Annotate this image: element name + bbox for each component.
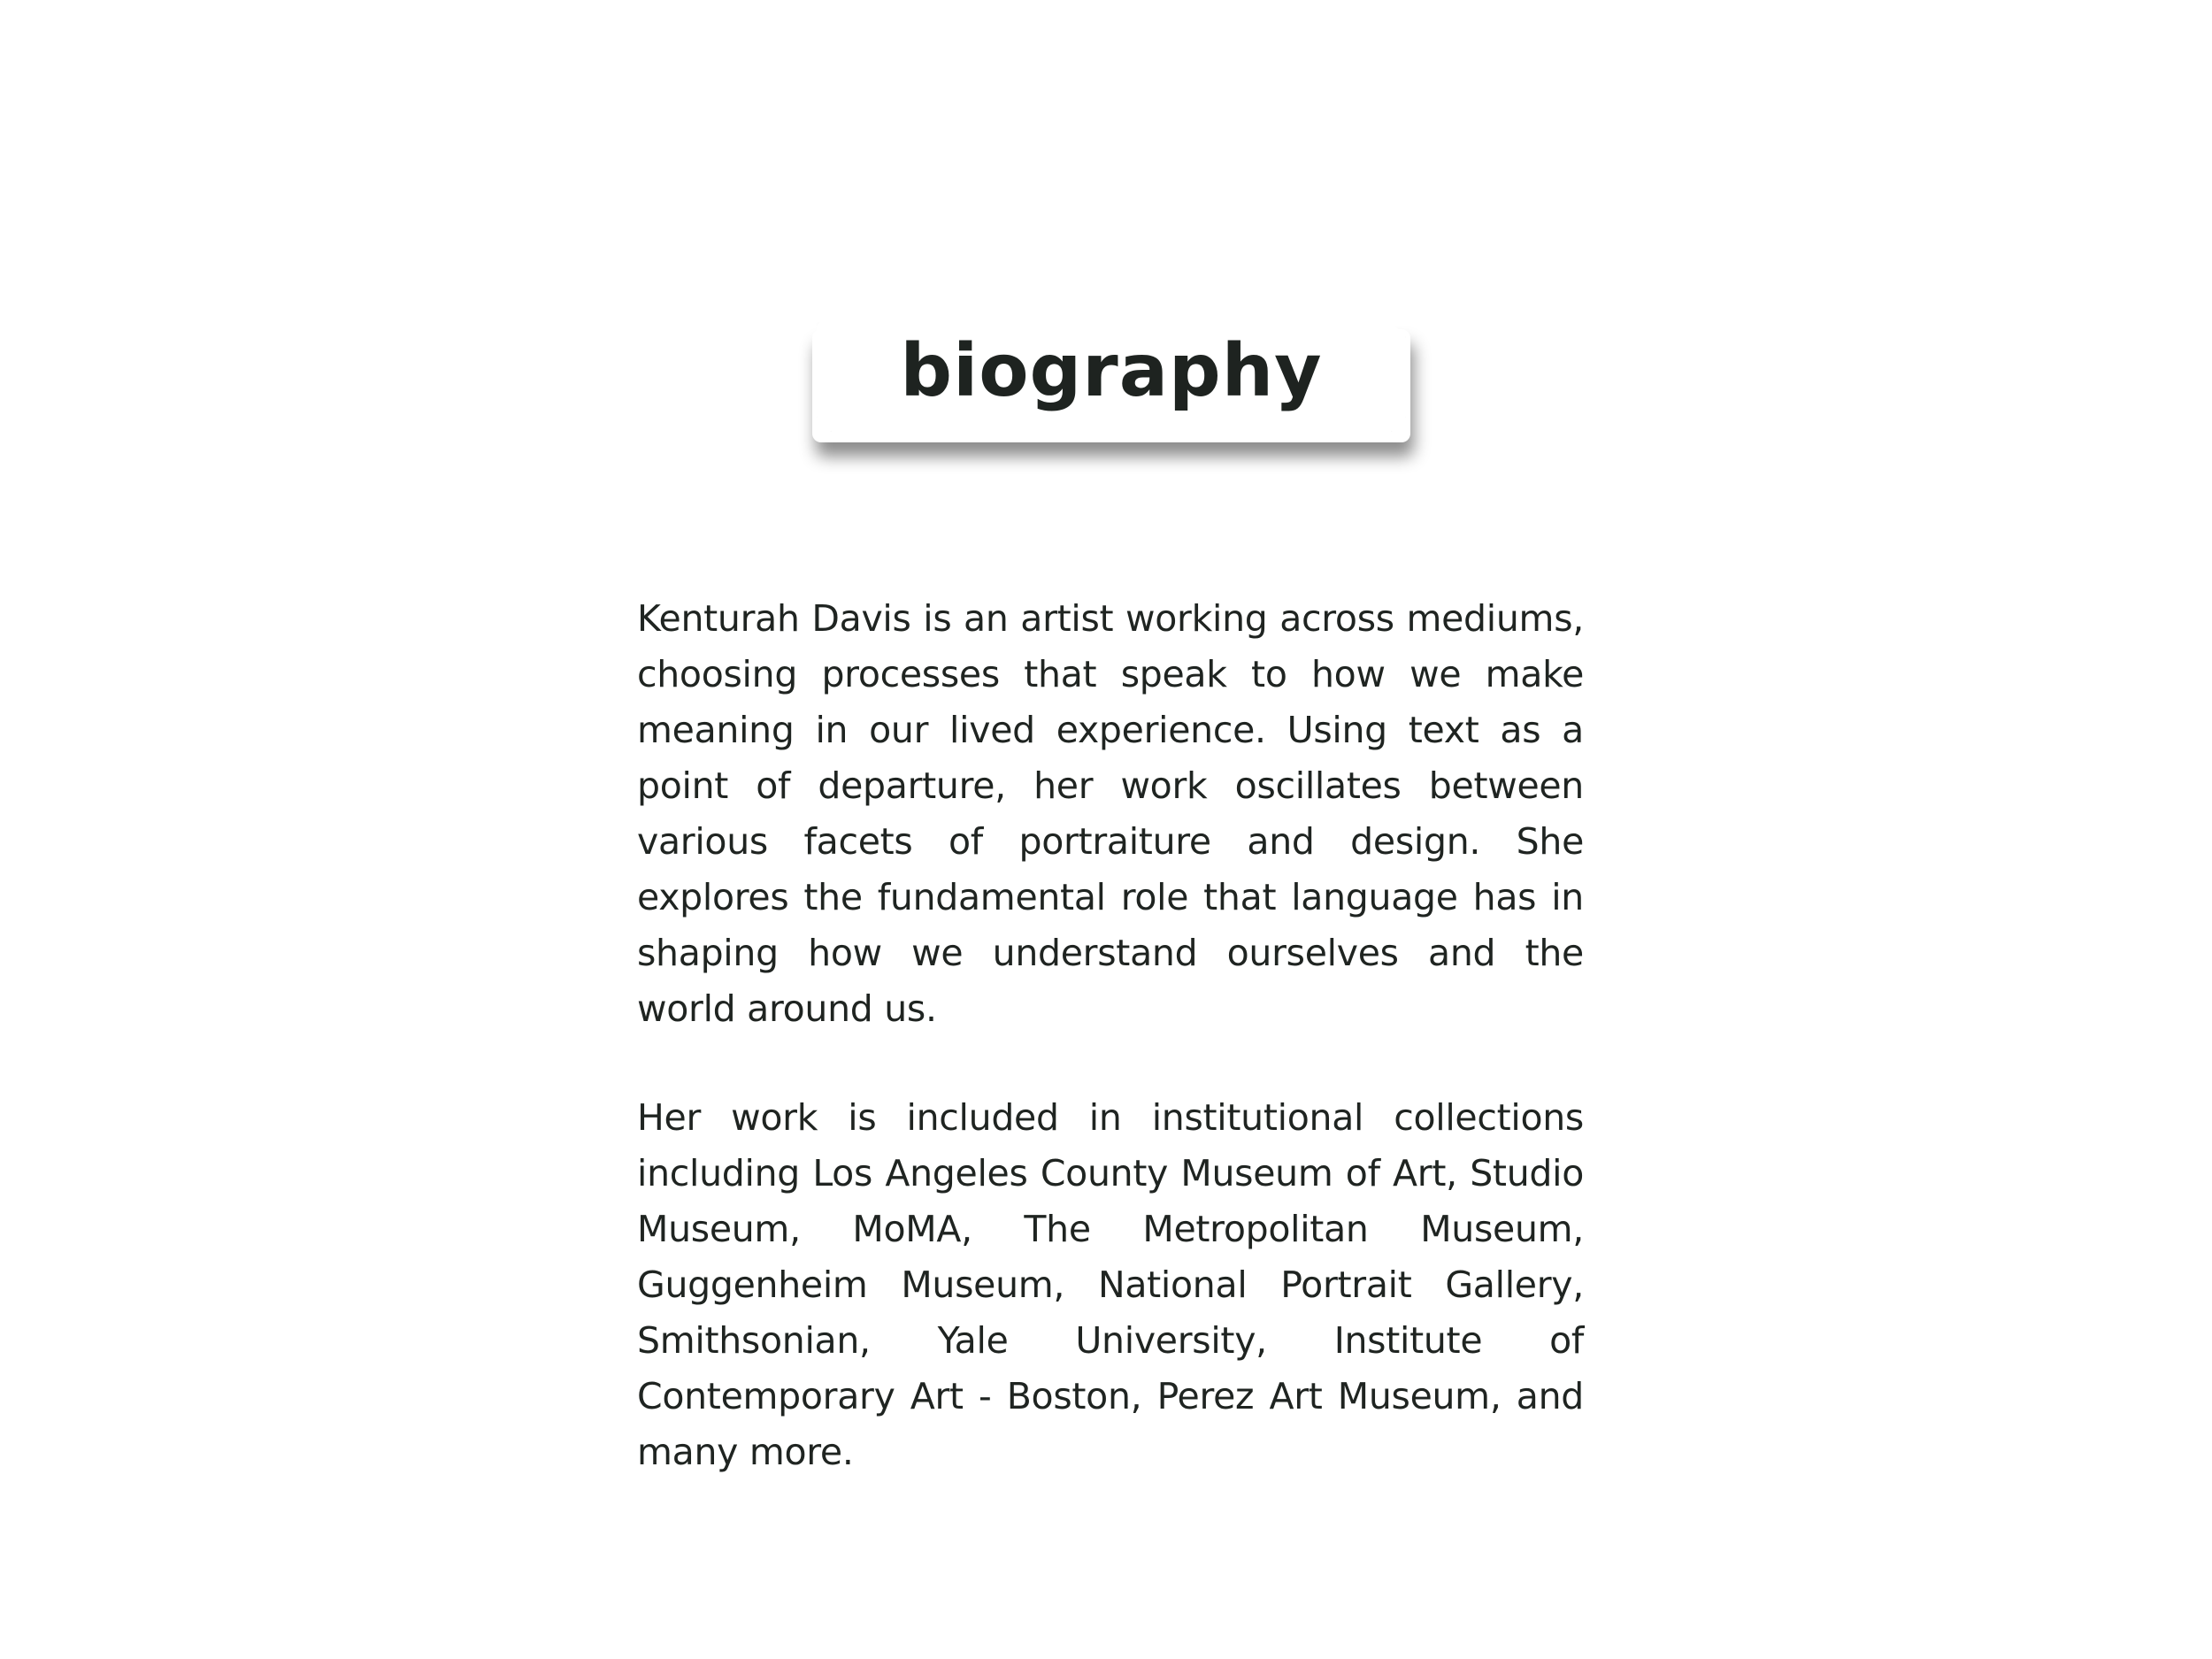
biography-paragraph-2: Her work is included in institutional collections including Los Angeles County Museum of Art, Studio Museum, MoMA, The Metropolitan Museum, Guggenheim Museum, National Portrait Gallery, Smithsonian, Yale University, Institute of Contemporary Art - Boston, Perez Art Museum, and many more. [637,1096,1584,1473]
page-title: biography [900,328,1323,413]
biography-paragraph-1: Kenturah Davis is an artist working across mediums, choosing processes that speak to how we make meaning in our lived experience. Using text as a point of departure, her work oscillates between various facets of portraiture and design. She explores the fundamental role that language has in shaping how we understand ourselves and the world around us. [637,597,1584,1030]
